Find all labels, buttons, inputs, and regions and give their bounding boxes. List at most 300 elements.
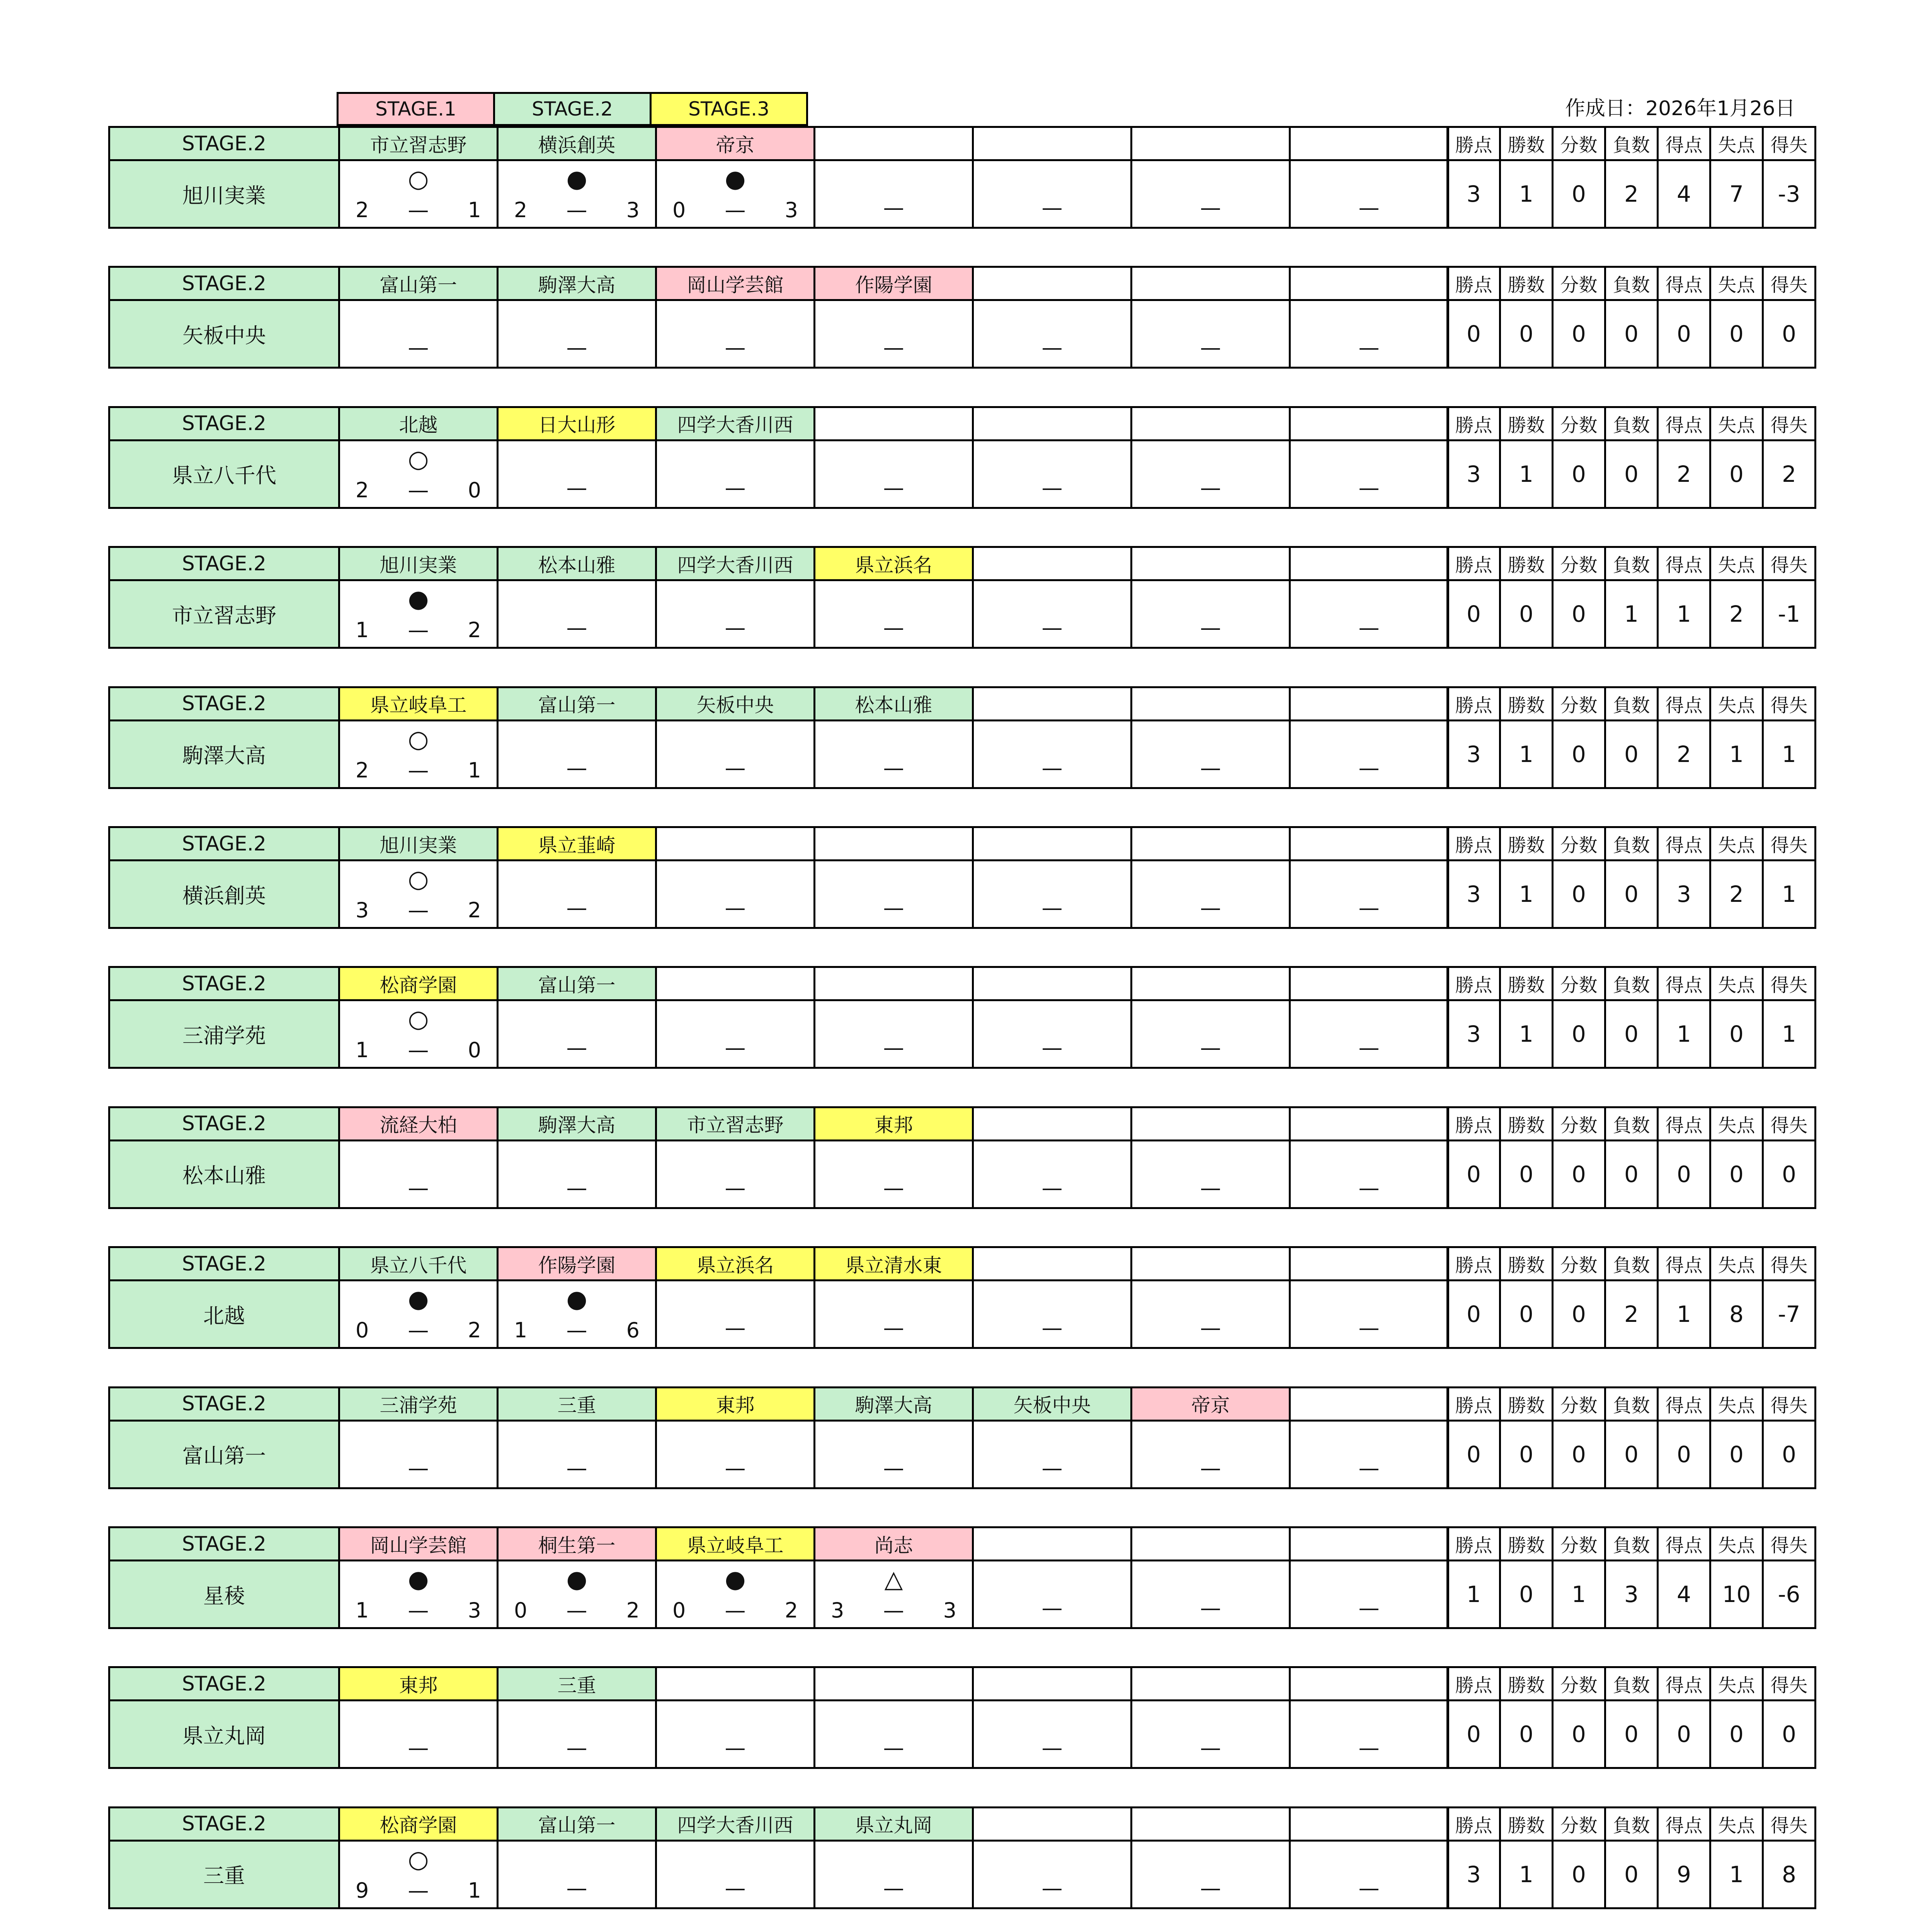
empty-result: — — [408, 335, 429, 360]
stat-header: 負数 — [1604, 1526, 1659, 1561]
stat-value: 0 — [1552, 299, 1606, 369]
team-name: 三浦学苑 — [108, 999, 340, 1069]
stat-value: 3 — [1604, 1560, 1659, 1629]
opponent-cell: 日大山形 — [497, 406, 657, 441]
empty-result: — — [1358, 755, 1380, 780]
result-cell — [1289, 1560, 1449, 1629]
team-block — [108, 266, 1820, 407]
stat-value: 0 — [1657, 1139, 1711, 1209]
team-name: 富山第一 — [108, 1420, 340, 1489]
stat-value: 0 — [1499, 1560, 1554, 1629]
opponent-cell: 岡山学芸館 — [655, 266, 815, 301]
team-block — [108, 1386, 1820, 1528]
score-sep: — — [408, 198, 429, 222]
result-cell — [497, 439, 657, 509]
empty-result: — — [1041, 1036, 1063, 1060]
stat-value: -3 — [1762, 159, 1816, 229]
stat-value: 2 — [1604, 1279, 1659, 1349]
opponent-cell: 富山第一 — [497, 1806, 657, 1842]
stat-value: 0 — [1604, 1840, 1659, 1909]
opponent-cell: 横浜創英 — [497, 126, 657, 161]
empty-result: — — [883, 755, 904, 780]
empty-result: — — [725, 1316, 746, 1340]
result-cell — [655, 579, 815, 649]
stat-header: 負数 — [1604, 1666, 1659, 1701]
score — [356, 617, 481, 644]
result-cell — [497, 999, 657, 1069]
result-mark: △ — [884, 1565, 903, 1593]
score — [356, 1877, 481, 1904]
stat-value: 1 — [1499, 439, 1554, 509]
result-mark: ○ — [408, 444, 429, 473]
result-cell — [1289, 159, 1449, 229]
empty-result: — — [725, 1876, 746, 1900]
stat-header: 得失 — [1762, 1806, 1816, 1842]
score-sep: — — [408, 1598, 429, 1622]
result-cell — [1130, 1139, 1291, 1209]
stage-label: STAGE.2 — [108, 1806, 340, 1842]
team-name: 松本山雅 — [108, 1139, 340, 1209]
stat-value: 2 — [1762, 439, 1816, 509]
stat-header: 勝数 — [1499, 1106, 1554, 1141]
opponent-cell — [1130, 266, 1291, 301]
score-sep: — — [408, 1038, 429, 1063]
empty-result: — — [725, 755, 746, 780]
result-cell — [813, 159, 974, 229]
empty-result: — — [883, 616, 904, 640]
empty-result: — — [1041, 616, 1063, 640]
opponent-cell — [813, 826, 974, 861]
empty-result: — — [566, 755, 587, 780]
stat-value: 1 — [1604, 579, 1659, 649]
stat-header: 勝点 — [1446, 266, 1501, 301]
team-name: 駒澤大高 — [108, 719, 340, 789]
empty-result: — — [566, 335, 587, 360]
opponent-cell: 帝京 — [655, 126, 815, 161]
stat-header: 失点 — [1709, 1246, 1764, 1281]
empty-result: — — [1358, 616, 1380, 640]
team-block — [108, 1526, 1820, 1668]
stage-label: STAGE.2 — [108, 546, 340, 581]
stat-header: 勝数 — [1499, 1526, 1554, 1561]
opponent-cell: 松本山雅 — [497, 546, 657, 581]
stat-header: 分数 — [1552, 1246, 1606, 1281]
empty-result: — — [1200, 475, 1221, 500]
result-cell — [497, 1560, 657, 1629]
result-cell — [813, 579, 974, 649]
result-cell — [655, 1420, 815, 1489]
stat-header: 得点 — [1657, 546, 1711, 581]
stat-header: 分数 — [1552, 1666, 1606, 1701]
stat-header: 負数 — [1604, 1386, 1659, 1422]
stat-value: 1 — [1762, 719, 1816, 789]
stat-header: 勝数 — [1499, 826, 1554, 861]
opponent-cell — [1130, 686, 1291, 721]
stage-label: STAGE.2 — [108, 686, 340, 721]
result-cell — [338, 1139, 499, 1209]
result-cell — [813, 1699, 974, 1769]
team-block — [108, 1106, 1820, 1248]
result-cell — [1289, 719, 1449, 789]
opponent-cell: 駒澤大高 — [813, 1386, 974, 1422]
score — [356, 197, 481, 224]
result-cell — [655, 1279, 815, 1349]
score — [831, 1597, 956, 1624]
empty-result: — — [566, 896, 587, 920]
stat-value: 2 — [1709, 579, 1764, 649]
stat-header: 得失 — [1762, 126, 1816, 161]
opponent-cell — [972, 1246, 1132, 1281]
score-against: 0 — [468, 478, 481, 502]
empty-result: — — [1358, 1456, 1380, 1480]
team-name: 旭川実業 — [108, 159, 340, 229]
empty-result: — — [1041, 1316, 1063, 1340]
score — [356, 1037, 481, 1064]
empty-result: — — [408, 1456, 429, 1480]
stat-value: 0 — [1499, 1279, 1554, 1349]
result-mark: ○ — [408, 165, 429, 193]
opponent-cell — [972, 686, 1132, 721]
stat-value: 1 — [1709, 1840, 1764, 1909]
stat-header: 負数 — [1604, 1246, 1659, 1281]
stat-value: -7 — [1762, 1279, 1816, 1349]
opponent-cell — [1130, 1106, 1291, 1141]
opponent-cell — [1289, 1806, 1449, 1842]
result-cell — [497, 1279, 657, 1349]
stage-label: STAGE.2 — [108, 966, 340, 1001]
stat-header: 得失 — [1762, 1246, 1816, 1281]
stat-value: 0 — [1657, 299, 1711, 369]
result-cell — [655, 1699, 815, 1769]
score-sep: — — [408, 1318, 429, 1343]
result-cell — [497, 1840, 657, 1909]
result-cell — [1289, 439, 1449, 509]
stat-header: 得失 — [1762, 966, 1816, 1001]
stat-header: 得失 — [1762, 1526, 1816, 1561]
opponent-cell — [655, 1666, 815, 1701]
stat-header: 得失 — [1762, 826, 1816, 861]
empty-result: — — [1200, 1175, 1221, 1200]
stat-header: 勝点 — [1446, 686, 1501, 721]
stat-value: 4 — [1657, 159, 1711, 229]
opponent-cell: 旭川実業 — [338, 546, 499, 581]
opponent-cell — [972, 1106, 1132, 1141]
stat-header: 勝点 — [1446, 966, 1501, 1001]
result-cell — [1130, 999, 1291, 1069]
result-cell — [813, 859, 974, 929]
stat-header: 失点 — [1709, 1106, 1764, 1141]
score-against: 0 — [468, 1038, 481, 1063]
result-cell — [1289, 859, 1449, 929]
stat-header: 得点 — [1657, 1106, 1711, 1141]
result-mark: ● — [725, 1565, 746, 1593]
stat-header: 失点 — [1709, 1526, 1764, 1561]
opponent-cell: 東邦 — [338, 1666, 499, 1701]
stat-value: 1 — [1446, 1560, 1501, 1629]
stat-header: 分数 — [1552, 126, 1606, 161]
result-cell — [1130, 579, 1291, 649]
stat-value: 0 — [1552, 1840, 1606, 1909]
team-block — [108, 966, 1820, 1107]
stat-header: 失点 — [1709, 126, 1764, 161]
opponent-cell — [813, 406, 974, 441]
score-sep: — — [725, 1598, 746, 1622]
result-cell — [1130, 1560, 1291, 1629]
stat-header: 得点 — [1657, 406, 1711, 441]
empty-result: — — [408, 1175, 429, 1200]
stage-label: STAGE.2 — [108, 1666, 340, 1701]
team-block — [108, 826, 1820, 968]
stat-header: 勝点 — [1446, 126, 1501, 161]
score — [356, 757, 481, 784]
team-block — [108, 686, 1820, 828]
empty-result: — — [883, 1736, 904, 1760]
result-cell — [1130, 719, 1291, 789]
stat-header: 失点 — [1709, 546, 1764, 581]
stat-value: 0 — [1446, 1139, 1501, 1209]
opponent-cell: 富山第一 — [497, 686, 657, 721]
stage-label: STAGE.2 — [108, 1246, 340, 1281]
stat-value: 1 — [1499, 1840, 1554, 1909]
score-for: 0 — [672, 198, 686, 222]
stat-header: 失点 — [1709, 266, 1764, 301]
result-cell — [1289, 1139, 1449, 1209]
opponent-cell: 松本山雅 — [813, 686, 974, 721]
result-cell — [972, 719, 1132, 789]
stat-header: 失点 — [1709, 826, 1764, 861]
stat-value: 1 — [1657, 999, 1711, 1069]
opponent-cell — [1289, 1526, 1449, 1561]
score-sep: — — [408, 618, 429, 643]
opponent-cell: 岡山学芸館 — [338, 1526, 499, 1561]
result-cell — [497, 159, 657, 229]
result-cell — [497, 579, 657, 649]
score — [514, 1317, 640, 1344]
result-cell — [497, 859, 657, 929]
stat-value: 0 — [1604, 859, 1659, 929]
opponent-cell — [972, 546, 1132, 581]
empty-result: — — [566, 1736, 587, 1760]
stat-value: -6 — [1762, 1560, 1816, 1629]
stat-header: 得失 — [1762, 1106, 1816, 1141]
stat-value: 0 — [1709, 1420, 1764, 1489]
score-for: 1 — [356, 1598, 369, 1622]
result-cell — [1130, 859, 1291, 929]
stage-label: STAGE.2 — [108, 1526, 340, 1561]
opponent-cell: 三重 — [497, 1666, 657, 1701]
score-for: 2 — [356, 478, 369, 502]
opponent-cell — [1289, 966, 1449, 1001]
stat-header: 勝点 — [1446, 1246, 1501, 1281]
stat-value: 0 — [1552, 1279, 1606, 1349]
result-cell — [655, 299, 815, 369]
opponent-cell — [1130, 1666, 1291, 1701]
score-against: 6 — [626, 1318, 640, 1343]
result-cell — [497, 299, 657, 369]
result-cell — [1289, 1420, 1449, 1489]
score-against: 2 — [784, 1598, 798, 1622]
stat-value: 0 — [1446, 1699, 1501, 1769]
opponent-cell — [655, 966, 815, 1001]
result-cell — [1130, 1699, 1291, 1769]
result-cell — [972, 1560, 1132, 1629]
result-cell — [1130, 1420, 1291, 1489]
stat-header: 負数 — [1604, 266, 1659, 301]
empty-result: — — [1041, 1736, 1063, 1760]
score-sep: — — [408, 1878, 429, 1903]
empty-result: — — [1041, 755, 1063, 780]
empty-result: — — [1358, 1175, 1380, 1200]
score-sep: — — [408, 478, 429, 502]
empty-result: — — [1358, 1036, 1380, 1060]
opponent-cell — [1130, 1806, 1291, 1842]
team-block — [108, 546, 1820, 687]
result-cell — [813, 1560, 974, 1629]
empty-result: — — [725, 1456, 746, 1480]
result-cell — [338, 299, 499, 369]
stat-value: -1 — [1762, 579, 1816, 649]
opponent-cell — [972, 966, 1132, 1001]
result-cell — [655, 1139, 815, 1209]
stat-value: 0 — [1604, 439, 1659, 509]
stat-value: 2 — [1657, 439, 1711, 509]
result-cell — [813, 1420, 974, 1489]
result-cell — [497, 719, 657, 789]
stat-value: 0 — [1446, 299, 1501, 369]
score-for: 2 — [356, 198, 369, 222]
result-cell — [972, 999, 1132, 1069]
stat-header: 分数 — [1552, 1526, 1606, 1561]
stage-label: STAGE.2 — [108, 406, 340, 441]
stat-header: 勝数 — [1499, 126, 1554, 161]
empty-result: — — [1041, 1175, 1063, 1200]
team-block — [108, 1246, 1820, 1388]
score-for: 1 — [514, 1318, 527, 1343]
opponent-cell — [1289, 126, 1449, 161]
stat-value: 9 — [1657, 1840, 1711, 1909]
empty-result: — — [1200, 896, 1221, 920]
result-cell — [1130, 439, 1291, 509]
stat-header: 負数 — [1604, 1806, 1659, 1842]
opponent-cell — [972, 826, 1132, 861]
empty-result: — — [883, 335, 904, 360]
opponent-cell: 北越 — [338, 406, 499, 441]
result-mark: ○ — [408, 865, 429, 893]
result-cell — [655, 159, 815, 229]
stat-value: 2 — [1657, 719, 1711, 789]
result-cell — [813, 1840, 974, 1909]
opponent-cell — [1289, 826, 1449, 861]
stat-value: 0 — [1552, 859, 1606, 929]
stat-header: 失点 — [1709, 1386, 1764, 1422]
team-name: 県立八千代 — [108, 439, 340, 509]
stage-label: STAGE.2 — [108, 1386, 340, 1422]
result-cell — [338, 1840, 499, 1909]
stat-value: 0 — [1446, 579, 1501, 649]
stat-header: 得点 — [1657, 826, 1711, 861]
stat-value: 0 — [1762, 299, 1816, 369]
opponent-cell — [972, 406, 1132, 441]
result-cell — [338, 1420, 499, 1489]
result-cell — [655, 719, 815, 789]
opponent-cell — [1130, 1526, 1291, 1561]
team-name: 矢板中央 — [108, 299, 340, 369]
opponent-cell: 三重 — [497, 1386, 657, 1422]
stat-header: 得失 — [1762, 546, 1816, 581]
score-for: 3 — [356, 898, 369, 922]
empty-result: — — [1200, 335, 1221, 360]
result-cell — [338, 999, 499, 1069]
score-for: 3 — [831, 1598, 844, 1622]
stat-value: 0 — [1499, 1139, 1554, 1209]
stat-value: 0 — [1709, 299, 1764, 369]
stat-value: 0 — [1604, 1420, 1659, 1489]
result-cell — [338, 1279, 499, 1349]
result-cell — [972, 579, 1132, 649]
result-cell — [1289, 579, 1449, 649]
stat-value: 0 — [1499, 299, 1554, 369]
opponent-cell: 駒澤大高 — [497, 1106, 657, 1141]
result-cell — [813, 1139, 974, 1209]
opponent-cell: 三浦学苑 — [338, 1386, 499, 1422]
stat-value: 0 — [1552, 1699, 1606, 1769]
result-cell — [813, 719, 974, 789]
empty-result: — — [883, 1316, 904, 1340]
stat-value: 1 — [1552, 1560, 1606, 1629]
team-name: 市立習志野 — [108, 579, 340, 649]
score-for: 2 — [356, 758, 369, 782]
score-sep: — — [566, 1318, 587, 1343]
stat-value: 0 — [1446, 1420, 1501, 1489]
stat-header: 得点 — [1657, 966, 1711, 1001]
score-for: 2 — [514, 198, 527, 222]
stat-value: 7 — [1709, 159, 1764, 229]
stat-header: 分数 — [1552, 266, 1606, 301]
stat-header: 勝点 — [1446, 1806, 1501, 1842]
opponent-cell: 作陽学園 — [497, 1246, 657, 1281]
opponent-cell: 帝京 — [1130, 1386, 1291, 1422]
score-for: 0 — [672, 1598, 686, 1622]
empty-result: — — [1041, 335, 1063, 360]
opponent-cell: 県立浜名 — [655, 1246, 815, 1281]
stage-legend — [339, 92, 808, 126]
team-name: 星稜 — [108, 1560, 340, 1629]
score-against: 3 — [943, 1598, 956, 1622]
stat-value: 0 — [1552, 159, 1606, 229]
result-cell — [813, 1279, 974, 1349]
stat-value: 0 — [1499, 579, 1554, 649]
stat-value: 0 — [1604, 1699, 1659, 1769]
opponent-cell: 東邦 — [813, 1106, 974, 1141]
stat-header: 得点 — [1657, 1666, 1711, 1701]
stat-value: 0 — [1709, 999, 1764, 1069]
opponent-cell: 東邦 — [655, 1386, 815, 1422]
result-cell — [338, 719, 499, 789]
team-block — [108, 406, 1820, 548]
opponent-cell: 松商学園 — [338, 1806, 499, 1842]
stat-value: 0 — [1709, 1699, 1764, 1769]
opponent-cell — [813, 1666, 974, 1701]
empty-result: — — [1041, 1596, 1063, 1620]
result-cell — [497, 1420, 657, 1489]
result-mark: ● — [566, 1285, 587, 1313]
result-cell — [972, 1840, 1132, 1909]
opponent-cell: 市立習志野 — [338, 126, 499, 161]
opponent-cell: 桐生第一 — [497, 1526, 657, 1561]
empty-result: — — [1041, 196, 1063, 220]
score-against: 3 — [784, 198, 798, 222]
result-cell — [338, 439, 499, 509]
